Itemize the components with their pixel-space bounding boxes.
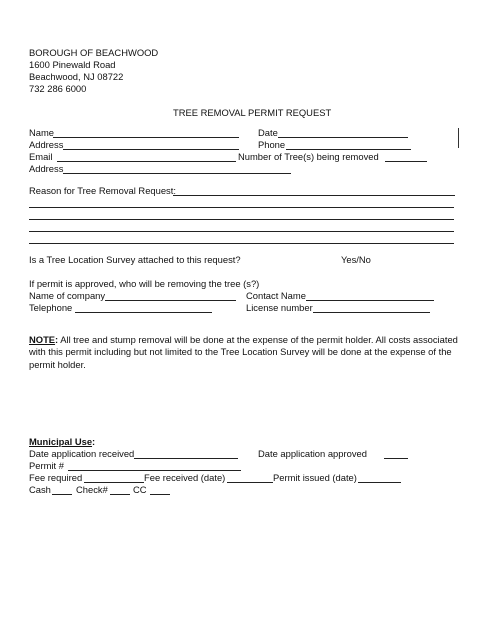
margin-mark [458, 128, 459, 148]
municipal-heading-wrap [29, 436, 95, 448]
fee-required-label: Fee required [29, 472, 83, 483]
phone-field[interactable] [286, 149, 411, 150]
date-received-label: Date application received [29, 448, 135, 459]
permit-issued-label: Permit issued (date) [273, 472, 357, 483]
permit-issued-field[interactable] [358, 482, 401, 483]
survey-answer[interactable]: Yes/No [341, 254, 371, 265]
form-title: TREE REMOVAL PERMIT REQUEST [173, 107, 332, 118]
trees-count-label: Number of Tree(s) being removed [238, 151, 379, 162]
cc-field[interactable] [150, 494, 170, 495]
reason-line-2[interactable] [29, 207, 454, 208]
address-label: Address [29, 139, 64, 150]
reason-line-5[interactable] [29, 243, 454, 244]
permit-number-label: Permit # [29, 460, 64, 471]
address2-label: Address [29, 163, 64, 174]
cc-label: CC [133, 484, 147, 495]
name-label: Name [29, 127, 55, 138]
cash-field[interactable] [52, 494, 72, 495]
municipal-colon: : [92, 436, 96, 447]
note-colon: : [55, 334, 59, 345]
permit-number-field[interactable] [68, 470, 241, 471]
license-field[interactable] [313, 312, 430, 313]
borough-city: Beachwood, NJ 08722 [29, 71, 124, 82]
name-field[interactable] [53, 137, 239, 138]
note-paragraph [29, 334, 459, 371]
fee-received-field[interactable] [227, 482, 273, 483]
note-text: All tree and stump removal will be done at the expense of the permit holder. All costs associated with this permit including but not limited to the Tree Location Survey will be done at the expense of the permit holder. [29, 334, 458, 370]
note-heading: NOTE [29, 334, 56, 345]
date-approved-label: Date application approved [258, 448, 367, 459]
fee-received-label: Fee received (date) [144, 472, 226, 483]
email-field[interactable] [57, 161, 236, 162]
address-field[interactable] [63, 149, 239, 150]
remover-question: If permit is approved, who will be removing the tree (s?) [29, 278, 260, 289]
borough-phone: 732 286 6000 [29, 83, 87, 94]
address2-field[interactable] [63, 173, 291, 174]
check-label: Check# [76, 484, 108, 495]
telephone-label: Telephone [29, 302, 73, 313]
contact-field[interactable] [306, 300, 434, 301]
company-label: Name of company [29, 290, 106, 301]
telephone-field[interactable] [75, 312, 212, 313]
reason-label: Reason for Tree Removal Request: [29, 185, 176, 196]
license-label: License number [246, 302, 313, 313]
municipal-heading: Municipal Use [29, 436, 93, 447]
contact-label: Contact Name [246, 290, 306, 301]
phone-label: Phone [258, 139, 286, 150]
reason-line-3[interactable] [29, 219, 454, 220]
date-label: Date [258, 127, 278, 138]
reason-line-4[interactable] [29, 231, 454, 232]
date-field[interactable] [278, 137, 408, 138]
date-approved-field[interactable] [384, 458, 408, 459]
check-field[interactable] [110, 494, 130, 495]
cash-label: Cash [29, 484, 51, 495]
fee-required-field[interactable] [84, 482, 144, 483]
trees-count-field[interactable] [385, 161, 427, 162]
borough-street: 1600 Pinewald Road [29, 59, 116, 70]
date-received-field[interactable] [134, 458, 238, 459]
email-label: Email [29, 151, 53, 162]
company-field[interactable] [105, 300, 236, 301]
borough-name: BOROUGH OF BEACHWOOD [29, 47, 159, 58]
reason-line-1[interactable] [173, 195, 455, 196]
survey-question: Is a Tree Location Survey attached to this request? [29, 254, 241, 265]
